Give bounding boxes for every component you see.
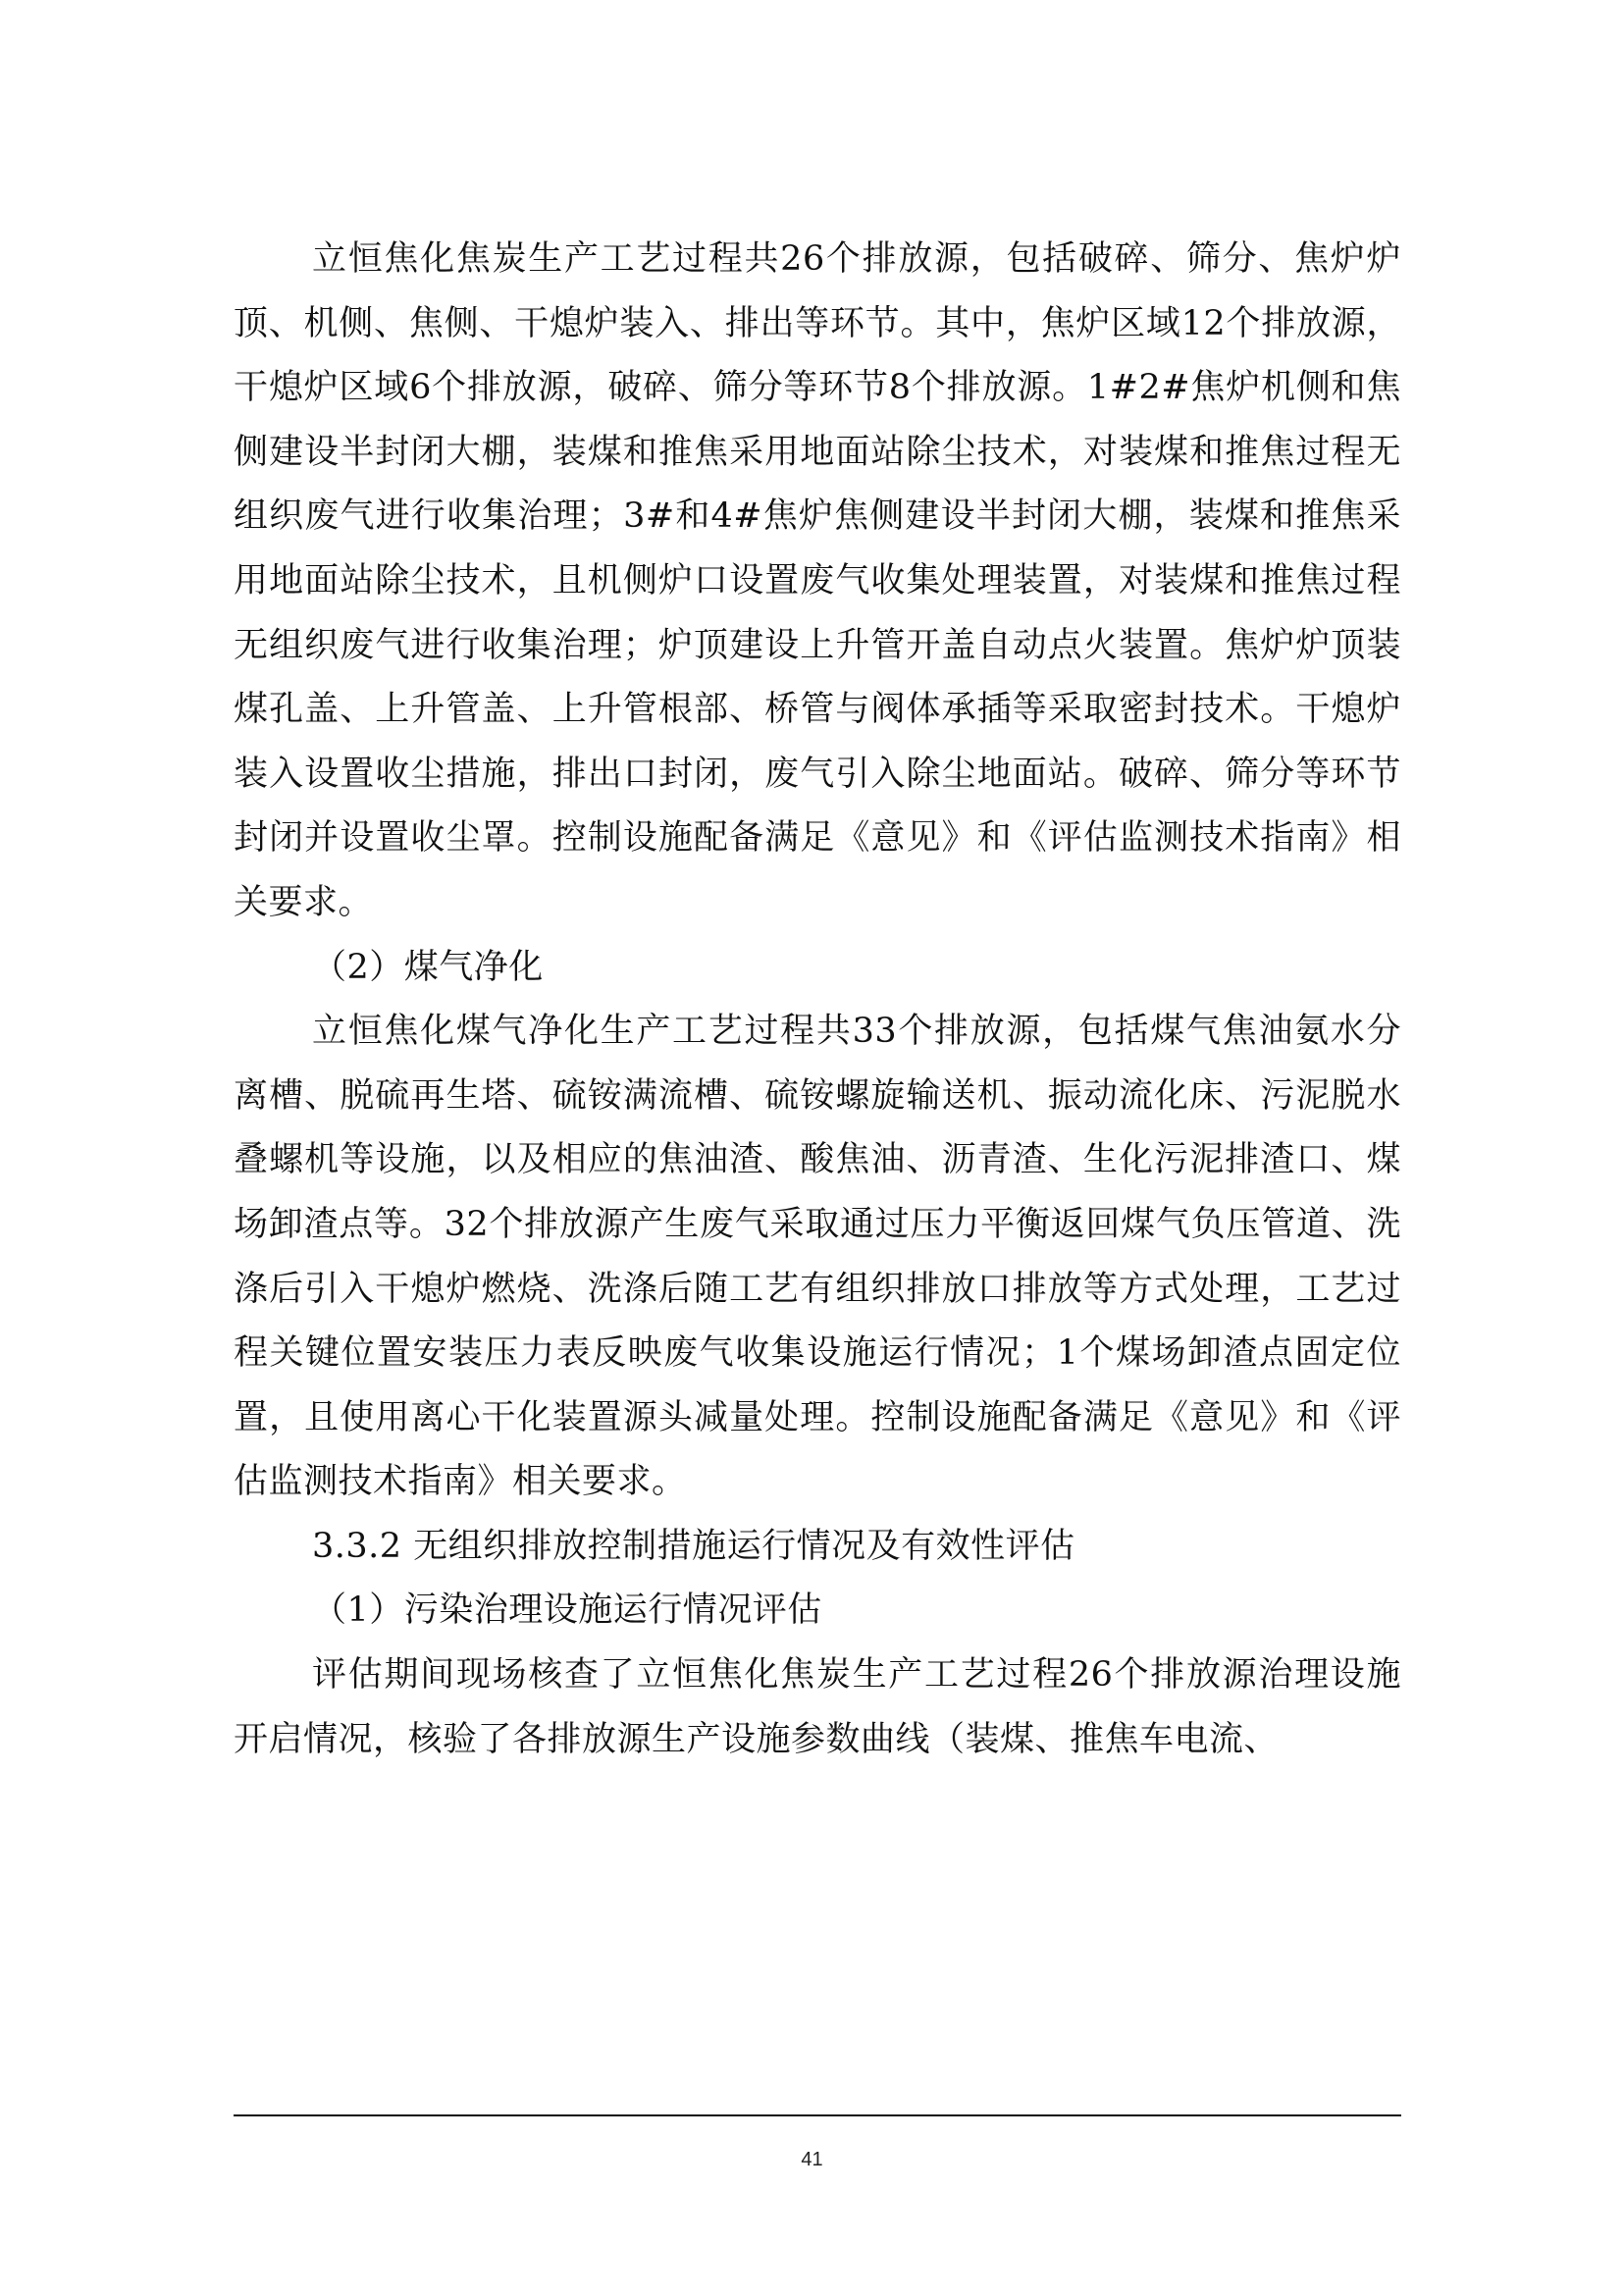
paragraph-gas-purification: 立恒焦化煤气净化生产工艺过程共33个排放源，包括煤气焦油氨水分离槽、脱硫再生塔、硫铵满流槽、硫铵螺旋输送机、振动流化床、污泥脱水叠螺机等设施，以及相应的焦油渣、酸焦油、沥青渣、生化污泥排渣口、煤场卸渣点等。32个排放源产生废气采取通过压力平衡返回煤气负压管道、洗涤后引入干熄炉燃烧、洗涤后随工艺有组织排放口排放等方式处理，工艺过程关键位置安装压力表反映废气收集设施运行情况；1个煤场卸渣点固定位置，且使用离心干化装置源头减量处理。控制设施配备满足《意见》和《评估监测技术指南》相关要求。 [234,1012,1401,1502]
paragraph-evaluation: 评估期间现场核查了立恒焦化焦炭生产工艺过程26个排放源治理设施开启情况，核验了各排放源生产设施参数曲线（装煤、推焦车电流、 [234,1655,1401,1759]
paragraph-coke-production: 立恒焦化焦炭生产工艺过程共26个排放源，包括破碎、筛分、焦炉炉顶、机侧、焦侧、干熄炉装入、排出等环节。其中，焦炉区域12个排放源，干熄炉区域6个排放源，破碎、筛分等环节8个排放源。1#2#焦炉机侧和焦侧建设半封闭大棚，装煤和推焦采用地面站除尘技术，对装煤和推焦过程无组织废气进行收集治理；3#和4#焦炉焦侧建设半封闭大棚，装煤和推焦采用地面站除尘技术，且机侧炉口设置废气收集处理装置，对装煤和推焦过程无组织废气进行收集治理；炉顶建设上升管开盖自动点火装置。焦炉炉顶装煤孔盖、上升管盖、上升管根部、桥管与阀体承插等采取密封技术。干熄炉装入设置收尘措施，排出口封闭，废气引入除尘地面站。破碎、筛分等环节封闭并设置收尘罩。控制设施配备满足《意见》和《评估监测技术指南》相关要求。 [234,239,1401,922]
section-heading-3-3-2: 3.3.2 无组织排放控制措施运行情况及有效性评估 [312,1526,1075,1566]
subheading-gas-purification: （2）煤气净化 [312,947,544,987]
subheading-facility-operation: （1）污染治理设施运行情况评估 [312,1591,822,1631]
document-body [234,228,1401,1772]
page-number: 41 [801,2149,823,2170]
footer-divider [234,2114,1401,2116]
